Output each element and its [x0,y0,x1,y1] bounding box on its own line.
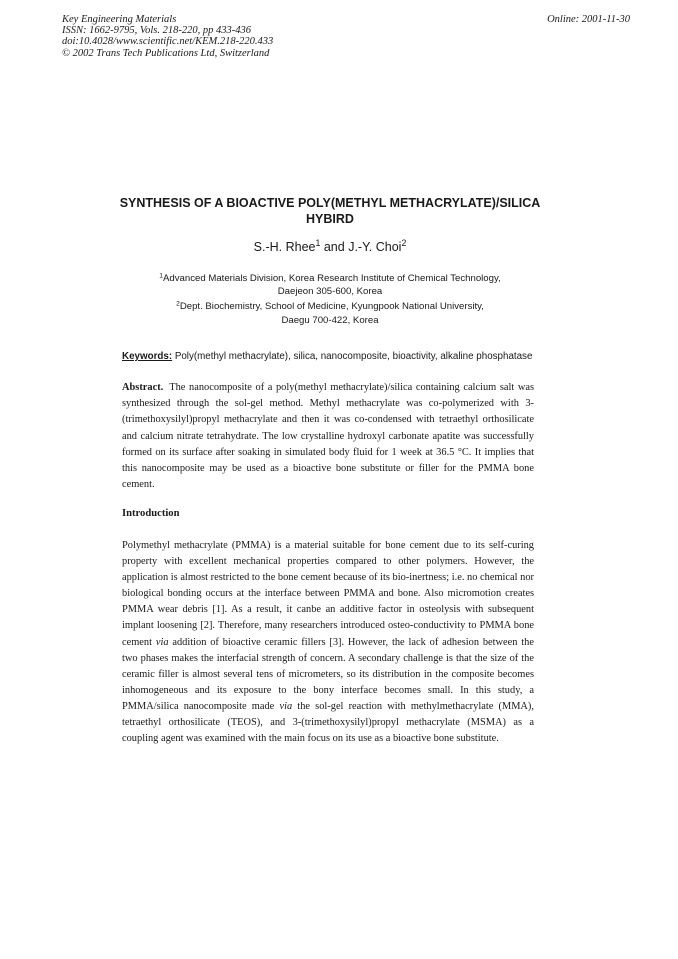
page-header [62,14,630,59]
author-list [60,240,600,254]
intro-via-2: via [279,700,293,712]
introduction-body [122,538,534,747]
abstract-text: The nanocomposite of a poly(methyl methacrylate)/silica containing calcium salt was synthesized through the sol-gel method. Methyl methacrylate was co-polymerized with 3-(trimethoxysilyl)propyl methacrylate and then it was co-condensed with tetraethyl orthosilicate and calcium nitrate tetrahydrate. The low crystalline hydroxyl carbonate apatite was successfully formed on its surface after soaking in simulated body fluid for 1 week at 36.5 °C. It implies that this nanocomposite may be used as a bioactive bone substitute or filler for the PMMA bone cement. [122,382,534,491]
paper-title [60,195,600,227]
copyright-line: © 2002 Trans Tech Publications Ltd, Switzerland [62,47,270,59]
author-2-affiliation-mark: 2 [401,238,407,249]
affiliation-2-line-1: Dept. Biochemistry, School of Medicine, Kyungpook National University, [179,301,484,313]
keywords-text: Poly(methyl methacrylate), silica, nanocomposite, bioactivity, alkaline phosphatase [174,351,533,362]
abstract [122,380,534,493]
affiliation-1-line-2: Daejeon 305-600, Korea [277,286,383,298]
author-1: S.-H. Rhee [253,240,316,254]
doi-line: doi:10.4028/www.scientific.net/KEM.218-220.433 [62,36,274,48]
intro-text-2: addition of bioactive ceramic fillers [3]. However, the lack of adhesion between the two phases makes the interfacial strength of concern. A secondary challenge is that the size of the ceramic filler is almost several tens of micrometers, so its distribution in the composite becomes inhomogeneous and its exposure to the bony interface becomes small. In this study, a PMMA/silica nanocomposite made [122,636,534,712]
intro-via-1: via [155,636,169,648]
keywords-label: Keywords: [122,351,173,362]
section-heading-introduction: Introduction [122,508,180,519]
intro-text-3: the sol-gel reaction with methylmethacrylate (MMA), tetraethyl orthosilicate (TEOS), and 3-(trimethoxysilyl)propyl methacrylate (MSMA) as a coupling agent was examined with the main focus on its use as a bioactive bone substitute. [122,700,534,745]
keywords [122,351,582,362]
journal-name: Key Engineering Materials [62,14,177,25]
intro-text-1: Polymethyl methacrylate (PMMA) is a material suitable for bone cement due to its self-curing property with excellent mechanical properties compared to other polymers. However, the application is almost restricted to the bone cement because of its bio-inertness; i.e. no chemical nor biological bonding occurs at the interface between PMMA and bone. Also micromotion creates PMMA wear debris [1]. As a result, it canbe an additive factor in osteolysis with subsequent implant loosening [2]. Therefore, many researchers introduced osteo-conductivity to PMMA bone cement [122,540,534,648]
affiliation-1-line-1: Advanced Materials Division, Korea Research Institute of Chemical Technology, [163,273,501,284]
affiliation-2-mark: 2 [176,300,180,308]
title-line-2: HYBIRD [306,212,354,226]
affiliation-2-line-2: Daegu 700-422, Korea [281,314,379,326]
online-date: Online: 2001-11-30 [547,14,630,25]
issn-line: ISSN: 1662-9795, Vols. 218-220, pp 433-436 [62,25,251,37]
author-2: J.-Y. Choi [348,240,402,254]
journal-info [62,14,630,59]
affiliation-2 [60,300,600,326]
author-1-affiliation-mark: 1 [315,238,321,249]
affiliation-1 [60,272,600,298]
author-conjunction: and [320,240,349,254]
abstract-label: Abstract. [122,382,164,393]
title-line-1: SYNTHESIS OF A BIOACTIVE POLY(METHYL METHACRYLATE)/SILICA [119,196,541,210]
affiliations [60,272,600,329]
affiliation-1-mark: 1 [159,272,163,280]
